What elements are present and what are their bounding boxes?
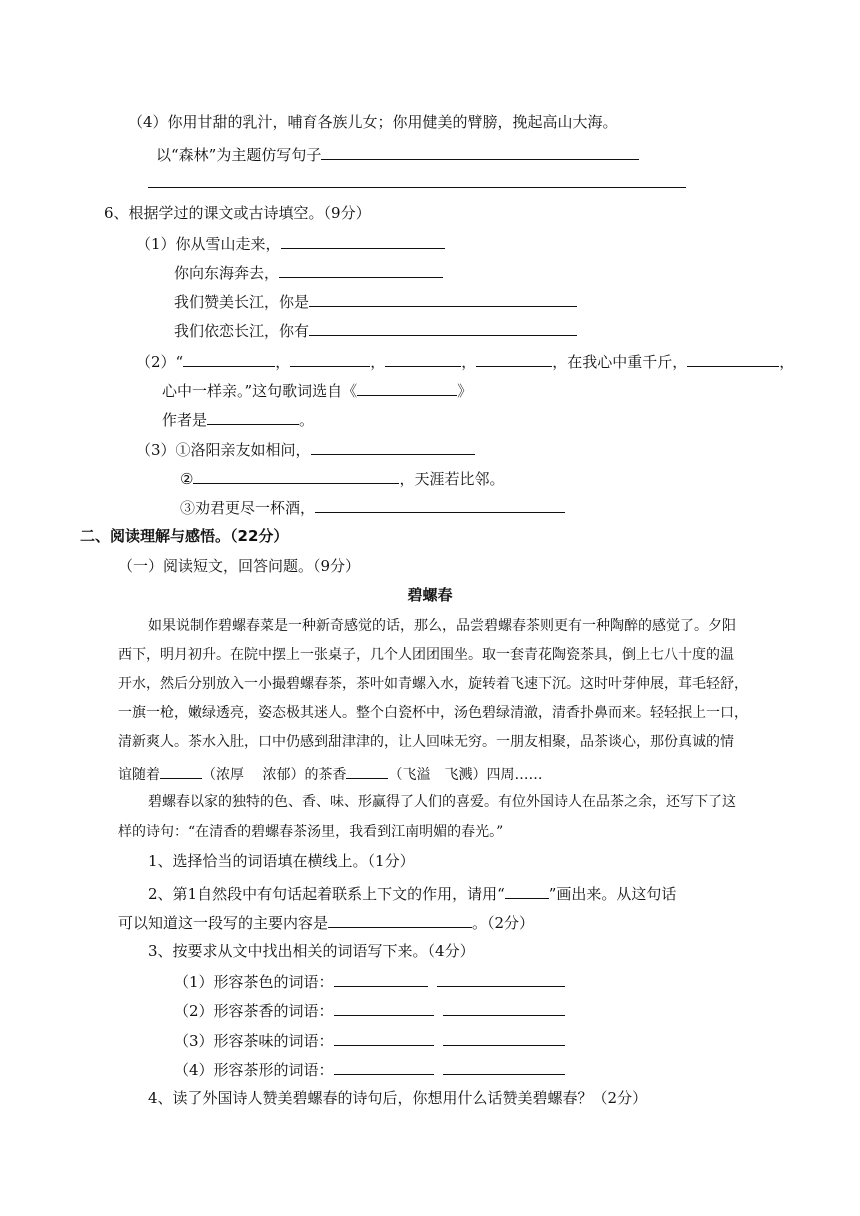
answer-blank[interactable] bbox=[328, 911, 472, 928]
answer-blank[interactable] bbox=[334, 1058, 434, 1075]
q6-heading: 6、根据学过的课文或古诗填空。（9分） bbox=[104, 204, 371, 222]
q6-p1-line1 bbox=[136, 232, 445, 254]
q6-p2-line2-close: 》 bbox=[457, 382, 473, 400]
q6-p2-line3-end: 。 bbox=[299, 411, 315, 429]
qa3-item bbox=[174, 970, 565, 992]
passage-para2-line: 样的诗句：“在清香的碧螺春茶汤里，我看到江南明媚的春光。” bbox=[118, 824, 504, 840]
qa4: 4、读了外国诗人赞美碧螺春的诗句后，你想用什么话赞美碧螺春？（2分） bbox=[148, 1089, 648, 1107]
answer-blank[interactable] bbox=[357, 379, 457, 396]
para1-last-choice1: （浓厚 浓郁）的茶香 bbox=[202, 767, 347, 783]
q6-p1-line1-label: （1）你从雪山走来， bbox=[136, 235, 281, 253]
answer-blank[interactable] bbox=[334, 999, 434, 1016]
qa2-line1-end: ”画出来。从这句话 bbox=[548, 885, 677, 903]
underline-mark-sample bbox=[505, 882, 549, 899]
answer-blank[interactable] bbox=[315, 496, 565, 513]
passage-para1-last bbox=[118, 762, 542, 785]
passage-para2-line: 碧螺春以家的独特的色、香、味、形赢得了人们的喜爱。有位外国诗人在品茶之余，还写下了这 bbox=[148, 794, 736, 810]
answer-blank[interactable] bbox=[309, 290, 577, 307]
qa3-item bbox=[174, 1029, 565, 1051]
q6-p1-line2 bbox=[174, 261, 443, 283]
para1-last-choice2: （飞溢 飞溅）四周…… bbox=[388, 767, 543, 783]
q6-p2-comma: ， bbox=[370, 353, 386, 371]
answer-line[interactable] bbox=[148, 187, 686, 188]
q6-p1-line4 bbox=[174, 319, 577, 341]
q6-p3-line2 bbox=[180, 467, 504, 489]
q5-item4-prompt-label: 以“森林”为主题仿写句子 bbox=[156, 146, 322, 164]
answer-blank[interactable] bbox=[321, 143, 639, 160]
answer-blank[interactable] bbox=[207, 408, 299, 425]
answer-blank[interactable] bbox=[443, 1029, 565, 1046]
q5-item4-prompt bbox=[156, 143, 639, 165]
answer-blank[interactable] bbox=[290, 350, 370, 367]
passage-para1-line: 西下，明月初升。在院中摆上一张桌子，几个人团团围坐。取一套青花陶瓷茶具，倒上七八十度的温 bbox=[118, 647, 734, 663]
q6-p3-line3 bbox=[180, 496, 565, 518]
q6-p2-tail: ， bbox=[779, 353, 795, 371]
qa2-line2-end: 。（2分） bbox=[472, 914, 535, 932]
answer-blank[interactable] bbox=[687, 350, 779, 367]
q6-p3-line2-num: ② bbox=[180, 470, 194, 488]
answer-blank[interactable] bbox=[183, 350, 275, 367]
answer-blank[interactable] bbox=[279, 261, 443, 278]
answer-blank[interactable] bbox=[193, 467, 399, 484]
q6-p1-line2-label: 你向东海奔去， bbox=[174, 264, 280, 282]
answer-blank[interactable] bbox=[160, 762, 202, 779]
passage-para1-line: 清新爽人。茶水入肚，口中仍感到甜津津的，让人回味无穷。一朋友相聚，品茶谈心，那份真诚的情 bbox=[118, 734, 734, 750]
answer-blank[interactable] bbox=[309, 319, 577, 336]
qa3-item-label: （1）形容茶色的词语： bbox=[174, 973, 334, 991]
answer-blank[interactable] bbox=[437, 970, 565, 987]
qa3-item bbox=[174, 999, 565, 1021]
answer-blank[interactable] bbox=[334, 970, 428, 987]
answer-blank[interactable] bbox=[311, 438, 475, 455]
qa2-line2-start: 可以知道这一段写的主要内容是 bbox=[118, 914, 329, 932]
section2-heading: 二、阅读理解与感悟。（22分） bbox=[80, 527, 289, 545]
q6-p2-line1 bbox=[136, 350, 794, 372]
answer-blank[interactable] bbox=[385, 350, 461, 367]
passage-para1-line: 如果说制作碧螺春菜是一种新奇感觉的话，那么，品尝碧螺春茶则更有一种陶醉的感觉了。夕阳 bbox=[148, 618, 736, 634]
qa3-item-label: （3）形容茶味的词语： bbox=[174, 1032, 334, 1050]
answer-blank[interactable] bbox=[346, 762, 388, 779]
qa2-line1-start: 2、第1自然段中有句话起着联系上下文的作用，请用“ bbox=[148, 885, 505, 903]
answer-blank[interactable] bbox=[443, 999, 565, 1016]
q6-p1-line4-label: 我们依恋长江，你有 bbox=[174, 322, 310, 340]
q6-p2-open: （2）“ bbox=[136, 353, 184, 371]
answer-blank[interactable] bbox=[281, 232, 445, 249]
q6-p2-mid: ，在我心中重千斤， bbox=[552, 353, 688, 371]
qa3-item-label: （2）形容茶香的词语： bbox=[174, 1002, 334, 1020]
passage-title: 碧螺春 bbox=[407, 586, 453, 604]
q6-p2-line3 bbox=[162, 408, 314, 430]
q6-p2-comma: ， bbox=[461, 353, 477, 371]
passage-para1-line: 一旗一枪，嫩绿透亮，姿态极其迷人。整个白瓷杯中，汤色碧绿清澈，清香扑鼻而来。轻轻抿上一口， bbox=[118, 705, 748, 721]
answer-blank[interactable] bbox=[476, 350, 552, 367]
answer-blank[interactable] bbox=[334, 1029, 434, 1046]
q6-p2-comma: ， bbox=[275, 353, 291, 371]
q6-p2-line3-label: 作者是 bbox=[162, 411, 208, 429]
q6-p2-line2-label: 心中一样亲。”这句歌词选自《 bbox=[162, 382, 358, 400]
q6-p3-line1-label: （3）①洛阳亲友如相问， bbox=[136, 441, 311, 459]
qa3: 3、按要求从文中找出相关的词语写下来。（4分） bbox=[148, 942, 475, 960]
qa3-item bbox=[174, 1058, 565, 1080]
q6-p2-line2 bbox=[162, 379, 472, 401]
q6-p1-line3-label: 我们赞美长江，你是 bbox=[174, 293, 310, 311]
section2-sub1: （一）阅读短文，回答问题。（9分） bbox=[118, 557, 361, 575]
q6-p3-line2-text: ，天涯若比邻。 bbox=[399, 470, 505, 488]
qa3-item-label: （4）形容茶形的词语： bbox=[174, 1061, 334, 1079]
qa2-line1 bbox=[148, 882, 676, 904]
qa2-line2 bbox=[118, 911, 534, 933]
q6-p3-line1 bbox=[136, 438, 475, 460]
qa1: 1、选择恰当的词语填在横线上。（1分） bbox=[148, 852, 415, 870]
answer-blank[interactable] bbox=[443, 1058, 565, 1075]
q6-p1-line3 bbox=[174, 290, 577, 312]
q6-p3-line3-label: ③劝君更尽一杯酒， bbox=[180, 499, 316, 517]
passage-para1-line: 开水，然后分别放入一小撮碧螺春茶，茶叶如青螺入水，旋转着飞速下沉。这时叶芽伸展，茸毛轻舒， bbox=[118, 676, 748, 692]
para1-last-start: 谊随着 bbox=[118, 767, 160, 783]
q5-item4-text: （4）你用甘甜的乳汁，哺育各族儿女；你用健美的臂膀，挽起高山大海。 bbox=[128, 113, 618, 131]
